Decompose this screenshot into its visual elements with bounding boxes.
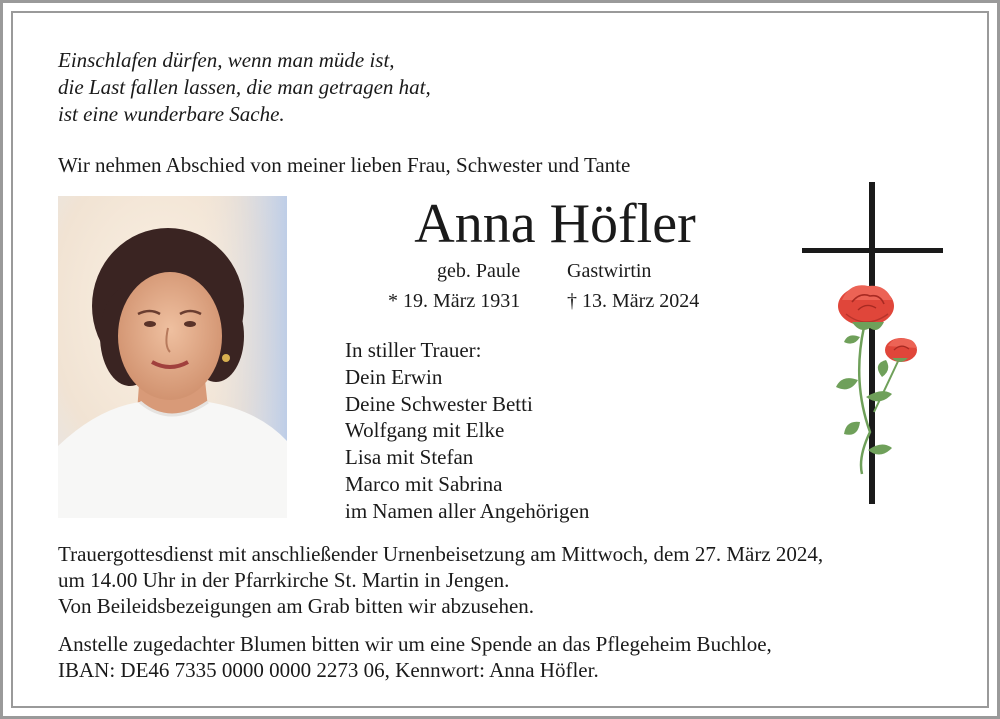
cross-with-roses-icon [800,182,945,507]
birth-name: geb. Paule [437,260,521,282]
mourner-line: Wolfgang mit Elke [345,418,505,443]
farewell-intro: Wir nehmen Abschied von meiner lieben Frau, Schwester und Tante [58,153,631,177]
donation-info [58,631,772,683]
poem-line: ist eine wunderbare Sache. [58,102,285,126]
mourner-line: Dein Erwin [345,364,443,389]
mourner-line: Lisa mit Stefan [345,445,474,470]
occupation: Gastwirtin [567,260,652,282]
deceased-name: Anna Höfler [414,193,696,255]
service-info [58,541,823,619]
death-date: † 13. März 2024 [567,290,700,312]
poem-line: Einschlafen dürfen, wenn man müde ist, [58,48,395,72]
mourner-line: Deine Schwester Betti [345,391,533,416]
donation-line: IBAN: DE46 7335 0000 0000 2273 06, Kennwort: Anna Höfler. [58,658,599,682]
service-line: Von Beileidsbezeigungen am Grab bitten wir abzusehen. [58,594,535,618]
mourners-list [345,337,589,525]
birth-date: * 19. März 1931 [388,290,521,312]
service-line: um 14.00 Uhr in der Pfarrkirche St. Martin in Jengen. [58,568,510,592]
service-line: Trauergottesdienst mit anschließender Urnenbeisetzung am Mittwoch, dem 27. März 2024, [58,542,824,566]
mourner-line: In stiller Trauer: [345,338,482,362]
poem [58,47,431,128]
portrait-illustration [58,196,287,518]
mourner-line: Marco mit Sabrina [345,471,503,496]
portrait-photo [58,196,287,518]
poem-line: die Last fallen lassen, die man getragen hat, [58,75,431,99]
donation-line: Anstelle zugedachter Blumen bitten wir um eine Spende an das Pflegeheim Buchloe, [58,632,772,656]
mourner-line: im Namen aller Angehörigen [345,498,590,523]
